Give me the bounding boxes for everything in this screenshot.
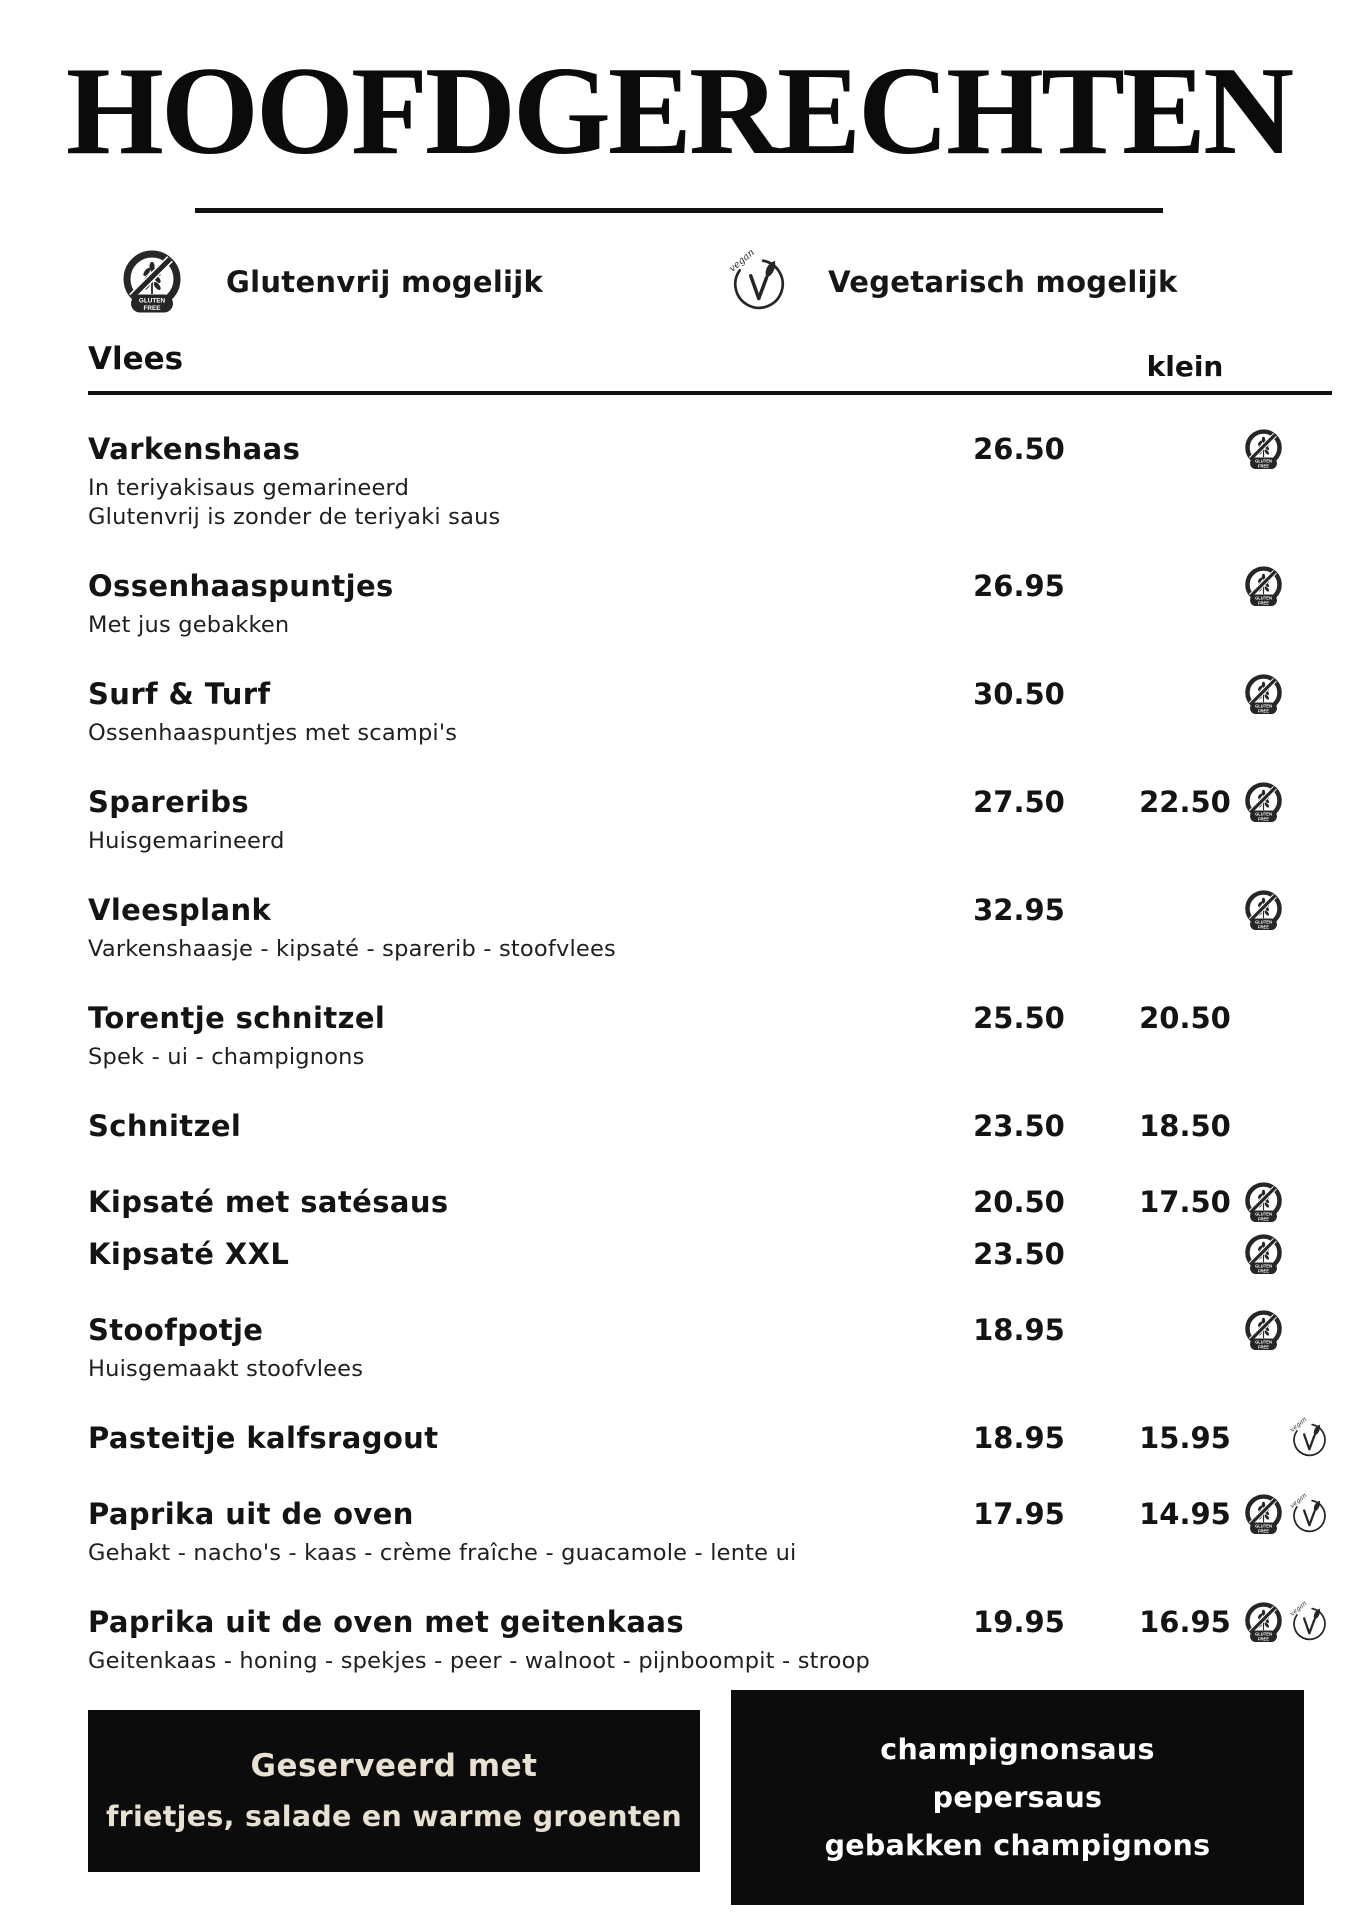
sauce-option: champignonsaus <box>880 1732 1155 1766</box>
served-with-box <box>88 1710 700 1872</box>
menu-item <box>88 1494 1332 1568</box>
item-price: 27.50 <box>973 785 1065 820</box>
item-name: Paprika uit de oven <box>88 1497 414 1532</box>
small-column-header: klein <box>1146 350 1224 384</box>
item-name: Pasteitje kalfsragout <box>88 1421 439 1456</box>
item-description: Varkenshaasje - kipsaté - sparerib - stoofvlees <box>88 936 616 963</box>
item-descriptions <box>88 1355 954 1384</box>
item-name: Schnitzel <box>88 1109 242 1144</box>
gluten-free-icon <box>1240 1492 1286 1536</box>
vegan-icon <box>1286 427 1332 471</box>
menu-item <box>88 566 1332 640</box>
item-description: Geitenkaas - honing - spekjes - peer - walnoot - pijnboompit - stroop <box>88 1648 871 1675</box>
menu-item <box>88 1182 1332 1224</box>
page-title: HOOFDGERECHTEN <box>65 42 1292 181</box>
menu-item <box>88 429 1332 532</box>
menu-item <box>88 1602 1332 1676</box>
item-description: Gehakt - nacho's - kaas - crème fraîche - guacamole - lente ui <box>88 1540 797 1567</box>
item-icons <box>1240 1180 1332 1224</box>
vegan-icon <box>1286 1492 1332 1536</box>
gluten-free-icon <box>1240 564 1286 608</box>
vegan-icon <box>1286 1180 1332 1224</box>
item-price: 26.95 <box>973 569 1065 604</box>
gluten-free-icon <box>1240 1600 1286 1644</box>
item-name: Surf & Turf <box>88 677 271 712</box>
item-price: 20.50 <box>973 1185 1065 1220</box>
item-name: Paprika uit de oven met geitenkaas <box>88 1605 684 1640</box>
vegan-icon <box>1286 564 1332 608</box>
menu-items <box>88 429 1332 1676</box>
item-name: Spareribs <box>88 785 250 820</box>
menu-item <box>88 1418 1332 1460</box>
item-price: 32.95 <box>973 893 1065 928</box>
item-icons <box>1240 564 1332 608</box>
item-price-small: 18.50 <box>1139 1109 1231 1144</box>
served-with-detail: frietjes, salade en warme groenten <box>105 1799 683 1833</box>
item-price: 23.50 <box>973 1237 1065 1272</box>
gluten-free-icon <box>1240 780 1286 824</box>
item-name: Varkenshaas <box>88 432 301 467</box>
menu-item <box>88 1310 1332 1384</box>
legend-gluten-label: Glutenvrij mogelijk <box>226 265 544 300</box>
vegan-icon <box>1286 1308 1332 1352</box>
legend <box>88 247 1332 317</box>
item-icons <box>1240 1416 1332 1460</box>
item-price: 18.95 <box>973 1313 1065 1348</box>
item-descriptions <box>88 935 954 964</box>
item-icons <box>1240 672 1332 716</box>
vegan-icon <box>1286 1104 1332 1148</box>
item-price-small: 20.50 <box>1139 1001 1231 1036</box>
item-price-small: 15.95 <box>1139 1421 1231 1456</box>
vegan-icon <box>1286 888 1332 932</box>
item-price-small: 17.50 <box>1139 1185 1231 1220</box>
sauces-box <box>731 1690 1304 1905</box>
item-icons <box>1240 888 1332 932</box>
item-description: In teriyakisaus gemarineerd <box>88 475 410 502</box>
item-description: Huisgemarineerd <box>88 828 285 855</box>
item-price: 23.50 <box>973 1109 1065 1144</box>
gluten-free-icon <box>1240 1308 1286 1352</box>
item-descriptions <box>88 1647 954 1676</box>
item-name: Torentje schnitzel <box>88 1001 386 1036</box>
item-name: Kipsaté XXL <box>88 1237 290 1272</box>
item-descriptions <box>88 1539 954 1568</box>
item-icons <box>1240 1104 1332 1148</box>
sauce-option: gebakken champignons <box>824 1828 1211 1862</box>
menu-item <box>88 890 1332 964</box>
vegan-icon <box>1286 996 1332 1040</box>
item-descriptions <box>88 827 954 856</box>
vegan-icon <box>726 249 792 315</box>
vegan-icon <box>1286 1232 1332 1276</box>
item-icons <box>1240 1600 1332 1644</box>
vegan-icon <box>1286 1416 1332 1460</box>
title-divider <box>195 208 1163 213</box>
item-price-small: 22.50 <box>1139 785 1231 820</box>
gluten-free-icon <box>1240 1232 1286 1276</box>
vegan-icon <box>1286 780 1332 824</box>
served-with-title: Geserveerd met <box>250 1747 538 1784</box>
item-description: Met jus gebakken <box>88 612 290 639</box>
item-name: Stoofpotje <box>88 1313 264 1348</box>
gluten-free-icon <box>1240 996 1286 1040</box>
gluten-free-icon <box>1240 1180 1286 1224</box>
gluten-free-icon <box>1240 672 1286 716</box>
item-descriptions <box>88 1043 954 1072</box>
item-icons <box>1240 780 1332 824</box>
section-title: Vlees <box>88 341 184 378</box>
item-description: Spek - ui - champignons <box>88 1044 365 1071</box>
sauce-option: pepersaus <box>932 1780 1103 1814</box>
item-icons <box>1240 427 1332 471</box>
item-description: Huisgemaakt stoofvlees <box>88 1356 364 1383</box>
menu-item <box>88 674 1332 748</box>
legend-vegetarian-label: Vegetarisch mogelijk <box>828 265 1178 300</box>
item-icons <box>1240 1232 1332 1276</box>
item-price: 26.50 <box>973 432 1065 467</box>
item-name: Kipsaté met satésaus <box>88 1185 449 1220</box>
item-icons <box>1240 1492 1332 1536</box>
item-price: 25.50 <box>973 1001 1065 1036</box>
item-price: 17.95 <box>973 1497 1065 1532</box>
item-icons <box>1240 1308 1332 1352</box>
vegan-icon <box>1286 1600 1332 1644</box>
item-price: 30.50 <box>973 677 1065 712</box>
menu-item <box>88 1234 1332 1276</box>
vegan-icon <box>1286 672 1332 716</box>
item-descriptions <box>88 474 954 532</box>
item-price-small: 14.95 <box>1139 1497 1231 1532</box>
menu-item <box>88 998 1332 1072</box>
footer <box>88 1690 1332 1905</box>
item-name: Ossenhaaspuntjes <box>88 569 394 604</box>
section-divider <box>88 391 1332 395</box>
menu-item <box>88 1106 1332 1148</box>
item-description: Glutenvrij is zonder de teriyaki saus <box>88 504 501 531</box>
item-price: 18.95 <box>973 1421 1065 1456</box>
gluten-free-icon <box>1240 888 1286 932</box>
gluten-free-icon <box>1240 1104 1286 1148</box>
gluten-free-icon <box>1240 427 1286 471</box>
item-name: Vleesplank <box>88 893 272 928</box>
item-icons <box>1240 996 1332 1040</box>
item-price-small: 16.95 <box>1139 1605 1231 1640</box>
gluten-free-icon <box>120 250 184 314</box>
item-price: 19.95 <box>973 1605 1065 1640</box>
item-descriptions <box>88 611 954 640</box>
item-descriptions <box>88 719 954 748</box>
section-header <box>88 339 1332 387</box>
menu-item <box>88 782 1332 856</box>
gluten-free-icon <box>1240 1416 1286 1460</box>
item-description: Ossenhaaspuntjes met scampi's <box>88 720 458 747</box>
